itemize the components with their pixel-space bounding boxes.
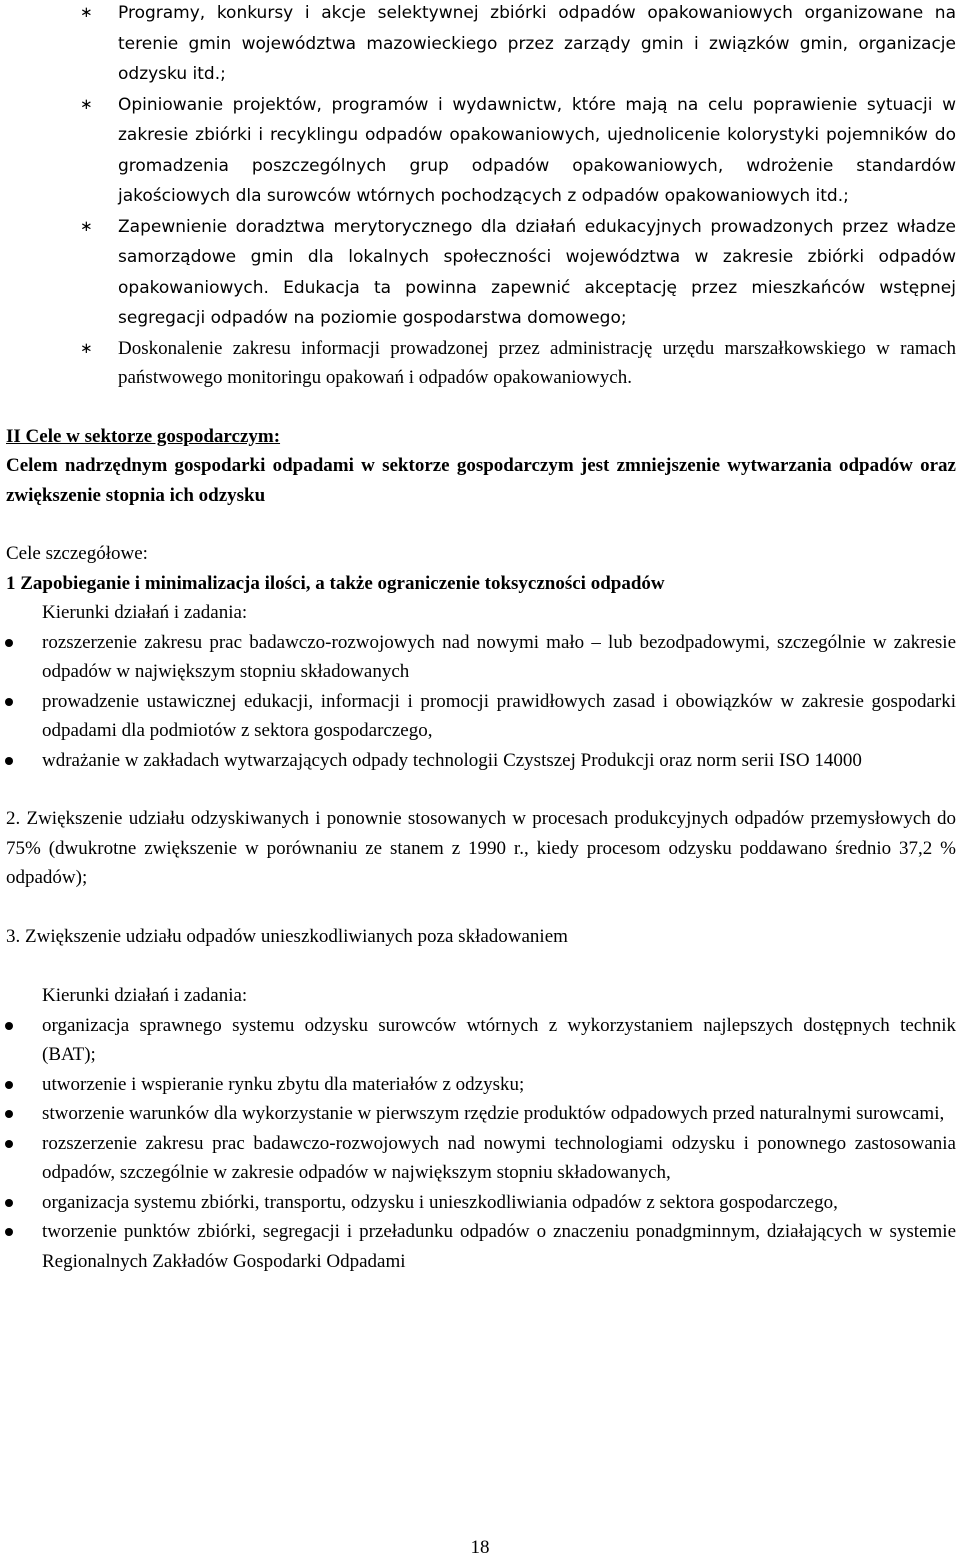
bullet-icon: [5, 1228, 13, 1236]
list-item: ∗ Programy, konkursy i akcje selektywnej zbiórki odpadów opakowaniowych organizowane na terenie gmin województwa mazowieckiego przez zarządy gmin i związków gmin, organizacje odzysku itd.;: [0, 0, 960, 90]
goal-1-directions-label: Kierunki działań i zadania:: [42, 602, 248, 623]
main-goal: Celem nadrzędnym gospodarki odpadami w sektorze gospodarczym jest zmniejszenie wytwarzania odpadów oraz zwiększenie stopnia ich odzysku: [6, 455, 956, 506]
bullet-icon: [5, 1199, 13, 1207]
asterisk-bullet-icon: ∗: [80, 216, 93, 235]
asterisk-bullet-icon: ∗: [80, 338, 93, 357]
goal-3-directions-label: Kierunki działań i zadania:: [42, 985, 248, 1006]
bullet-icon: [5, 639, 13, 647]
list-item: ∗ Doskonalenie zakresu informacji prowadzonej przez administrację urzędu marszałkowskiego w ramach państwowego monitoringu opakowań i odpadów opakowaniowych.: [0, 334, 960, 393]
asterisk-bullet-icon: ∗: [80, 94, 93, 113]
list-item: organizacja sprawnego systemu odzysku surowców wtórnych z wykorzystaniem najlepszych dostępnych technik (BAT);: [0, 1011, 960, 1070]
bullet-icon: [5, 1110, 13, 1118]
goal-1-list: [0, 628, 960, 776]
goal-1-title: 1 Zapobieganie i minimalizacja ilości, a także ograniczenie toksyczności odpadów: [6, 572, 665, 594]
bullet-icon: [5, 1081, 13, 1089]
list-item: rozszerzenie zakresu prac badawczo-rozwojowych nad nowymi mało – lub bezodpadowymi, szczególnie w zakresie odpadów w największym stopniu składowanych: [0, 628, 960, 687]
detailed-goals-label: Cele szczegółowe:: [6, 543, 148, 564]
goal-3-list: [0, 1011, 960, 1277]
bullet-icon: [5, 1022, 13, 1030]
list-item: ∗ Zapewnienie doradztwa merytorycznego dla działań edukacyjnych prowadzonych przez władze samorządowe gmin dla lokalnych społeczności województwa w zakresie zbiórki odpadów opakowaniowych. Edukacja ta powinna zapewnić akceptację przez mieszkańców wstępnej segregacji odpadów na poziomie gospodarstwa domowego;: [0, 212, 960, 334]
list-item: organizacja systemu zbiórki, transportu, odzysku i unieszkodliwiania odpadów z sektora gospodarczego,: [0, 1188, 960, 1218]
goal-3: 3. Zwiększenie udziału odpadów unieszkodliwianych poza składowaniem: [6, 925, 568, 947]
top-asterisk-list: [0, 0, 960, 393]
bullet-icon: [5, 698, 13, 706]
list-item: prowadzenie ustawicznej edukacji, informacji i promocji prawidłowych zasad i obowiązków w zakresie gospodarki odpadami dla podmiotów z sektora gospodarczego,: [0, 687, 960, 746]
list-item: wdrażanie w zakładach wytwarzających odpady technologii Czystszej Produkcji oraz norm serii ISO 14000: [0, 746, 960, 776]
list-item: rozszerzenie zakresu prac badawczo-rozwojowych nad nowymi technologiami odzysku i ponownego zastosowania odpadów, szczególnie w zakresie odpadów w największym stopniu składowanych,: [0, 1129, 960, 1188]
goal-2: 2. Zwiększenie udziału odzyskiwanych i ponownie stosowanych w procesach produkcyjnych odpadów przemysłowych do 75% (dwukrotne zwiększenie w porównaniu ze stanem z 1990 r., kiedy procesom odzysku poddawano średnio 37,2 % odpadów);: [6, 808, 956, 888]
asterisk-bullet-icon: ∗: [80, 3, 93, 21]
bullet-icon: [5, 1140, 13, 1148]
list-item: utworzenie i wspieranie rynku zbytu dla materiałów z odzysku;: [0, 1070, 960, 1100]
section-heading: II Cele w sektorze gospodarczym:: [6, 425, 281, 447]
bullet-icon: [5, 757, 13, 765]
list-item: ∗ Opiniowanie projektów, programów i wydawnictw, które mają na celu poprawienie sytuacji w zakresie zbiórki i recyklingu odpadów opakowaniowych, ujednolicenie kolorystyki pojemników do gromadzenia poszczególnych grup odpadów opakowaniowych, wdrożenie standardów jakościowych dla surowców wtórnych pochodzących z odpadów opakowaniowych itd.;: [0, 90, 960, 212]
list-item: tworzenie punktów zbiórki, segregacji i przeładunku odpadów o znaczeniu ponadgminnym, działających w systemie Regionalnych Zakładów Gospodarki Odpadami: [0, 1217, 960, 1276]
list-item: stworzenie warunków dla wykorzystanie w pierwszym rzędzie produktów odpadowych przed naturalnymi surowcami,: [0, 1099, 960, 1129]
page-number: 18: [470, 1537, 490, 1558]
